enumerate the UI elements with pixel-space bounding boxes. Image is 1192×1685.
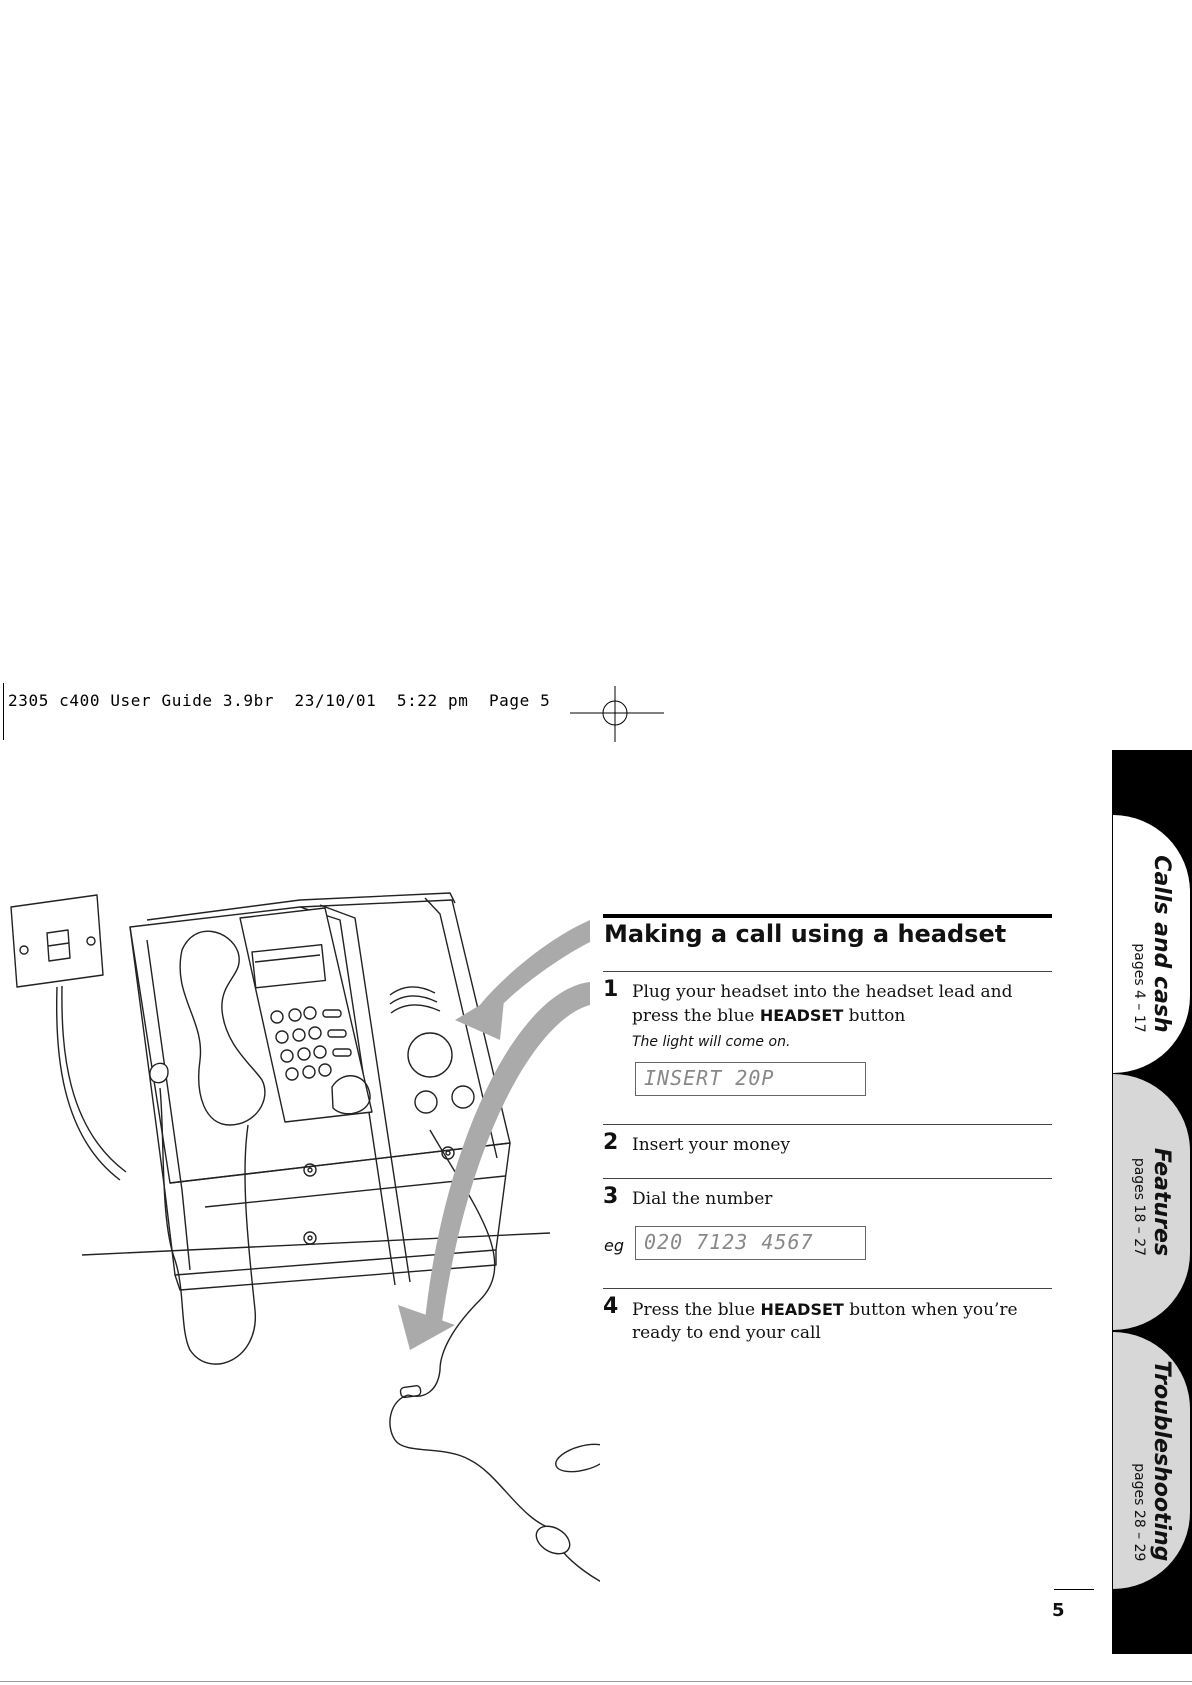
step-text: Press the blue HEADSET button when you’re ready to end your call <box>632 1300 1018 1343</box>
section-title: Making a call using a headset <box>604 920 1007 948</box>
divider <box>603 1178 1052 1179</box>
payphone-illustration <box>130 893 600 1602</box>
step-text: Plug your headset into the headset lead and press the blue HEADSET button <box>632 982 1013 1026</box>
example-label: eg <box>604 1236 624 1255</box>
tab-pages: pages 18 – 27 <box>1130 1157 1147 1257</box>
tab-features[interactable] <box>1113 1074 1190 1330</box>
wall-socket-illustration <box>11 895 126 1180</box>
lcd-display: INSERT 20P <box>635 1062 866 1096</box>
headset-keyword: HEADSET <box>760 1300 844 1319</box>
step-number: 3 <box>603 1184 619 1209</box>
step-number: 4 <box>603 1294 619 1319</box>
step-note: The light will come on. <box>632 1034 791 1050</box>
page-number: 5 <box>1052 1600 1065 1621</box>
step-number: 2 <box>603 1130 619 1155</box>
tab-title: Troubleshooting <box>1148 1360 1174 1561</box>
tab-calls-and-cash[interactable] <box>1113 815 1190 1073</box>
divider <box>603 971 1052 972</box>
tab-title: Calls and cash <box>1148 855 1174 1033</box>
tab-pages: pages 28 – 29 <box>1130 1462 1147 1561</box>
tab-title: Features <box>1148 1147 1174 1257</box>
lcd-display: 020 7123 4567 <box>635 1226 866 1260</box>
tab-pages: pages 4 – 17 <box>1130 943 1147 1033</box>
divider <box>603 1124 1052 1125</box>
headset-illustration <box>390 1385 600 1602</box>
print-slug: 2305 c400 User Guide 3.9br 23/10/01 5:22 pm Page 5 <box>8 691 551 710</box>
headset-keyword: HEADSET <box>759 1006 844 1025</box>
divider <box>603 1288 1052 1289</box>
title-rule <box>603 914 1052 918</box>
crop-mark-line <box>3 683 4 740</box>
page-number-rule <box>1054 1589 1094 1590</box>
payphone-headset-illustration <box>0 880 600 1610</box>
step-text: Insert your money <box>632 1135 791 1155</box>
step-number: 1 <box>603 977 619 1002</box>
tab-troubleshooting[interactable] <box>1113 1332 1190 1589</box>
registration-mark-icon <box>570 686 668 742</box>
bottom-edge-line <box>0 1681 1192 1682</box>
step-text: Dial the number <box>632 1189 773 1209</box>
